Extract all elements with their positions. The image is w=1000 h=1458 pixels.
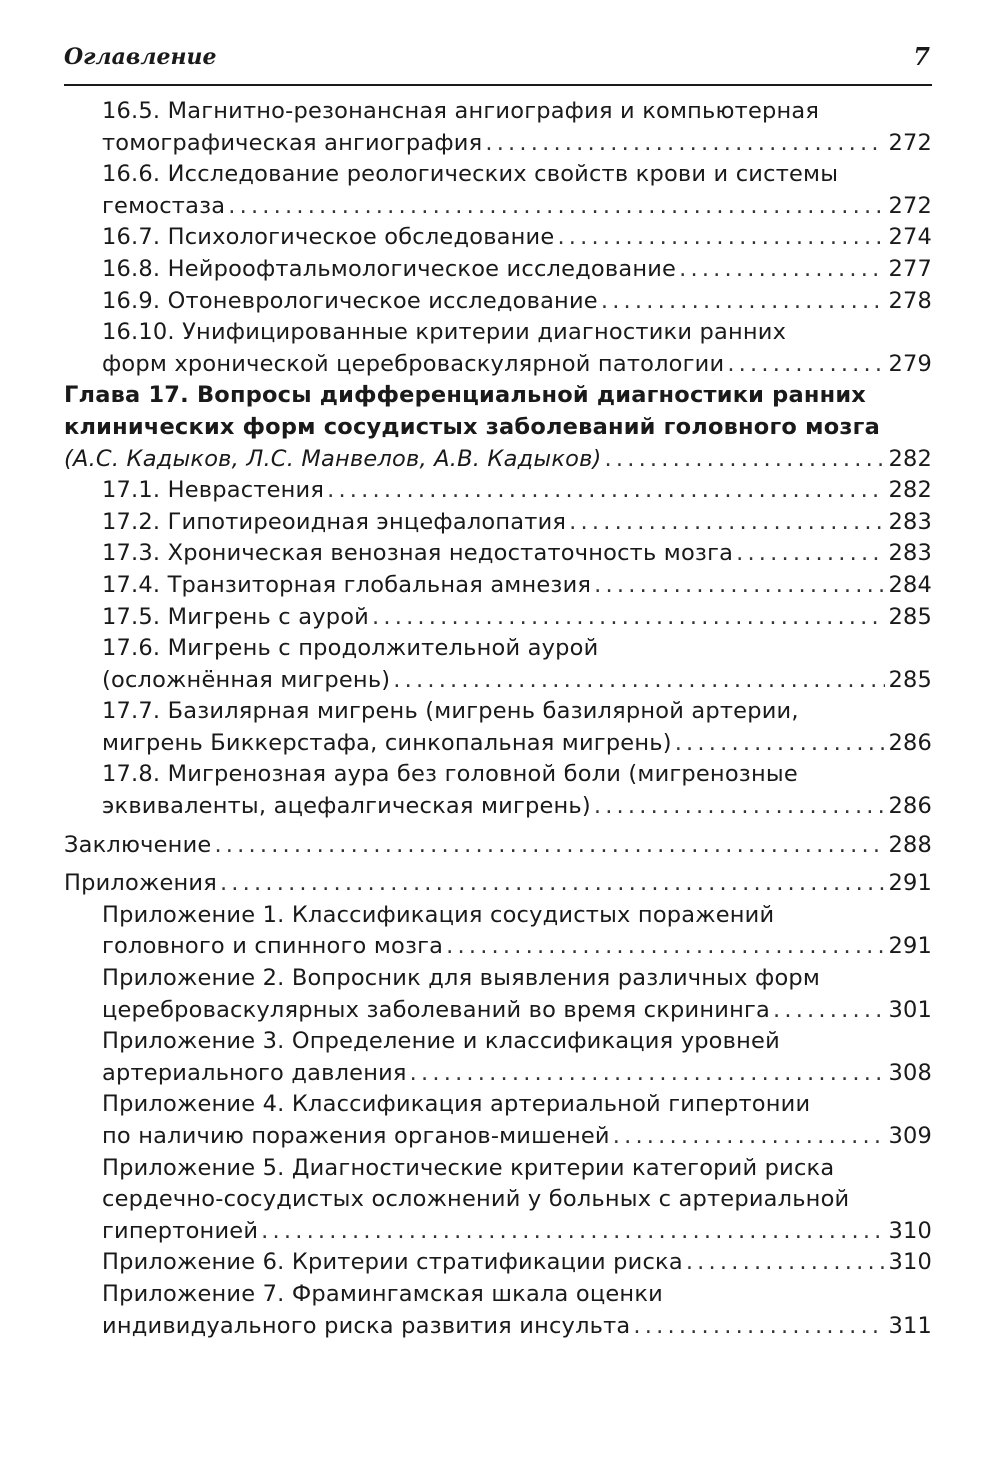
toc-page-number: 308 — [888, 1059, 932, 1086]
toc-page-number: 291 — [888, 870, 932, 897]
toc-entry-text: 16.7. Психологическое обследование — [102, 224, 555, 251]
toc-page-number: 286 — [888, 793, 932, 820]
leader-dots — [261, 1216, 885, 1248]
chapter-authors: (А.С. Кадыков, Л.С. Манвелов, А.В. Кадыков) — [64, 445, 602, 472]
toc-page-number: 277 — [888, 255, 932, 282]
leader-dots — [736, 538, 885, 570]
leader-dots — [410, 1058, 886, 1090]
leader-dots — [679, 254, 885, 286]
toc-page-number: 272 — [888, 192, 932, 219]
leader-dots — [228, 191, 885, 223]
leader-dots — [686, 1247, 886, 1279]
toc-entry-text: Приложение 6. Критерии стратификации риска — [102, 1249, 683, 1276]
toc-entry-text: Приложение 3. Определение и классификация уровней — [102, 1028, 780, 1055]
chapter-17-item-8[interactable] — [64, 759, 932, 822]
toc-page-number: 291 — [888, 933, 932, 960]
toc-entry-text: (осложнённая мигрень) — [102, 666, 391, 693]
toc-page-number: 282 — [888, 477, 932, 504]
toc-page-number: 284 — [888, 571, 932, 598]
toc-entry-text: Приложение 4. Классификация артериальной гипертонии — [102, 1091, 811, 1118]
toc-entry-text: по наличию поражения органов-мишеней — [102, 1123, 610, 1149]
toc-page-number: 283 — [888, 540, 932, 567]
toc-page-number: 274 — [888, 224, 932, 251]
toc-entry-text: эквиваленты, ацефалгическая мигрень) — [102, 793, 591, 820]
chapter-17-item-4[interactable] — [64, 570, 932, 602]
toc-entry-text: гипертонией — [102, 1217, 259, 1244]
leader-dots — [727, 349, 885, 381]
toc-entry-text: Приложение 7. Фрамингамская шкала оценки — [102, 1280, 663, 1307]
toc-page-number: 311 — [888, 1312, 932, 1339]
toc-entry-5[interactable] — [64, 286, 932, 318]
leader-dots — [557, 222, 885, 254]
running-header — [64, 40, 932, 86]
toc-entry-text: 17.1. Неврастения — [102, 477, 325, 504]
chapter-title-line: клинических форм сосудистых заболеваний головного мозга — [64, 413, 880, 440]
leader-dots — [220, 868, 886, 900]
chapter-17-item-2[interactable] — [64, 507, 932, 539]
toc-entry-text: Приложение 5. Диагностические критерии категорий риска — [102, 1154, 835, 1181]
chapter-17-entry[interactable] — [64, 380, 932, 475]
toc-entry-text: 17.2. Гипотиреоидная энцефалопатия — [102, 508, 567, 535]
toc-page-number: 301 — [888, 996, 932, 1023]
chapter-17-item-6[interactable] — [64, 633, 932, 696]
toc-entry-text: 17.7. Базилярная мигрень (мигрень базилярной артерии, — [102, 698, 799, 725]
leader-dots — [214, 830, 885, 862]
toc-page-number: 310 — [888, 1249, 932, 1276]
toc-entry-text: цереброваскулярных заболеваний во время скрининга — [102, 996, 770, 1023]
toc-entry-text: гемостаза — [102, 192, 226, 219]
toc-page-number: 286 — [888, 729, 932, 756]
toc-page-number: 279 — [888, 350, 932, 377]
toc-page-number: 309 — [888, 1123, 932, 1149]
appendix-item-1[interactable] — [64, 900, 932, 963]
appendix-item-3[interactable] — [64, 1026, 932, 1089]
toc-entry-1[interactable] — [64, 96, 932, 159]
appendices-entry[interactable] — [64, 868, 932, 900]
appendix-item-5[interactable] — [64, 1153, 932, 1248]
conclusion-title: Заключение — [64, 831, 212, 858]
chapter-17-item-7[interactable] — [64, 696, 932, 759]
leader-dots — [605, 444, 886, 476]
appendix-item-2[interactable] — [64, 963, 932, 1026]
leader-dots — [601, 286, 886, 318]
toc-entry-text: 16.9. Отоневрологическое исследование — [102, 287, 598, 314]
toc-page-number: 278 — [888, 287, 932, 314]
toc-page-number: 310 — [888, 1217, 932, 1244]
toc-entry-2[interactable] — [64, 159, 932, 222]
leader-dots — [613, 1121, 886, 1153]
toc-entry-text: артериального давления — [102, 1059, 407, 1086]
toc-entry-text: мигрень Биккерстафа, синкопальная мигрень) — [102, 729, 672, 756]
toc-entry-text: 16.5. Магнитно-резонансная ангиография и компьютерная — [102, 98, 820, 124]
appendix-item-6[interactable] — [64, 1247, 932, 1279]
section-16-entries — [64, 96, 932, 380]
toc-entry-text: 17.4. Транзиторная глобальная амнезия — [102, 571, 592, 598]
chapter-17-entries — [64, 475, 932, 823]
leader-dots — [594, 570, 885, 602]
toc-entry-text: 16.10. Унифицированные критерии диагностики ранних — [102, 319, 787, 346]
leader-dots — [675, 728, 886, 760]
leader-dots — [485, 128, 885, 160]
leader-dots — [327, 475, 885, 507]
leader-dots — [633, 1311, 885, 1343]
appendix-item-7[interactable] — [64, 1279, 932, 1342]
toc-page-number: 282 — [888, 445, 932, 472]
toc-entry-text: 17.3. Хроническая венозная недостаточность мозга — [102, 540, 734, 567]
leader-dots — [594, 791, 886, 823]
leader-dots — [569, 507, 885, 539]
toc-entry-text: 17.8. Мигренозная аура без головной боли (мигренозные — [102, 761, 798, 788]
table-of-contents — [64, 96, 932, 1342]
appendix-item-4[interactable] — [64, 1089, 932, 1152]
header-title: Оглавление — [64, 44, 217, 70]
chapter-17-item-5[interactable] — [64, 602, 932, 634]
appendix-entries — [64, 900, 932, 1342]
toc-page-number: 285 — [888, 666, 932, 693]
toc-entry-text: форм хронической цереброваскулярной патологии — [102, 350, 725, 377]
toc-page-number: 272 — [888, 129, 932, 156]
leader-dots — [773, 995, 885, 1027]
toc-entry-3[interactable] — [64, 222, 932, 254]
toc-entry-text: индивидуального риска развития инсульта — [102, 1312, 631, 1339]
conclusion-entry[interactable] — [64, 830, 932, 862]
toc-entry-text: томографическая ангиография — [102, 129, 483, 156]
toc-entry-text: сердечно-сосудистых осложнений у больных с артериальной — [102, 1186, 850, 1213]
chapter-17-item-3[interactable] — [64, 538, 932, 570]
toc-entry-text: Приложение 1. Классификация сосудистых поражений — [102, 901, 775, 928]
chapter-17-item-1[interactable] — [64, 475, 932, 507]
toc-entry-text: 16.6. Исследование реологических свойств крови и системы — [102, 161, 839, 188]
toc-page-number: 283 — [888, 508, 932, 535]
toc-page-number: 288 — [888, 831, 932, 858]
leader-dots — [446, 931, 885, 963]
leader-dots — [393, 665, 885, 697]
page-number: 7 — [913, 42, 930, 71]
toc-entry-text: головного и спинного мозга — [102, 933, 444, 960]
toc-page-number: 285 — [888, 603, 932, 630]
leader-dots — [372, 602, 885, 634]
toc-entry-text: 17.5. Мигрень с аурой — [102, 603, 370, 630]
appendices-title: Приложения — [64, 870, 217, 897]
toc-entry-text: 17.6. Мигрень с продолжительной аурой — [102, 635, 599, 662]
toc-entry-4[interactable] — [64, 254, 932, 286]
chapter-title-line: Глава 17. Вопросы дифференциальной диагностики ранних — [64, 382, 867, 409]
toc-entry-text: 16.8. Нейроофтальмологическое исследование — [102, 255, 677, 282]
toc-entry-text: Приложение 2. Вопросник для выявления различных форм — [102, 965, 821, 992]
toc-entry-6[interactable] — [64, 317, 932, 380]
